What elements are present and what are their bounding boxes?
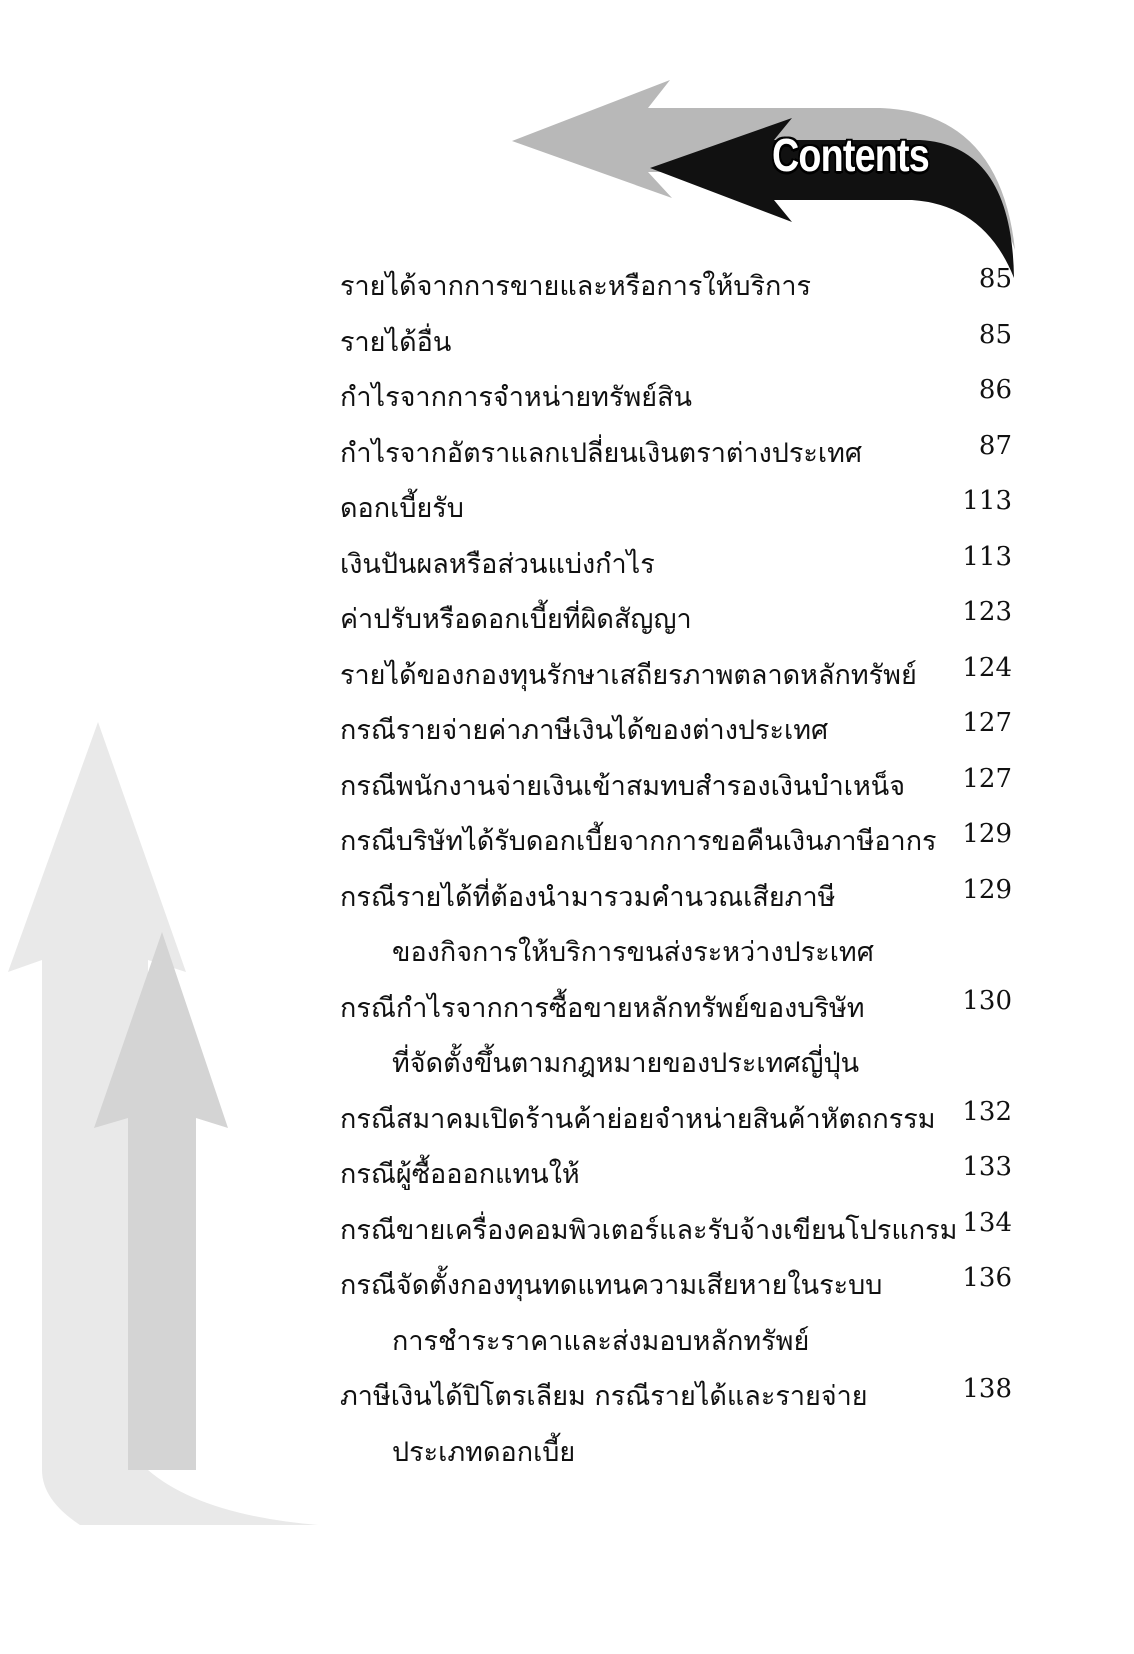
toc-entry[interactable] bbox=[340, 1208, 1012, 1264]
toc-entry[interactable] bbox=[340, 431, 1012, 487]
toc-entry-page: 85 bbox=[978, 264, 1012, 294]
toc-entry-page: 130 bbox=[962, 985, 1012, 1016]
toc-entry-page: 133 bbox=[962, 1152, 1012, 1182]
toc-entry[interactable] bbox=[340, 1374, 1012, 1430]
toc-entry[interactable] bbox=[340, 1152, 1012, 1208]
toc-entry-page: 129 bbox=[962, 819, 1012, 849]
toc-entry-page: 86 bbox=[978, 375, 1012, 405]
toc-entry-label: กรณีพนักงานจ่ายเงินเข้าสมทบสำรองเงินบำเหน็จ bbox=[340, 770, 906, 802]
toc-entry-label: กรณีจัดตั้งกองทุนทดแทนความเสียหายในระบบ bbox=[340, 1270, 883, 1301]
toc-entry[interactable] bbox=[340, 264, 1012, 320]
toc-entry-label: ดอกเบี้ยรับ bbox=[340, 493, 464, 524]
toc-entry-label: การชำระราคาและส่งมอบหลักทรัพย์ bbox=[392, 1325, 810, 1357]
toc-entry-page: 87 bbox=[978, 430, 1012, 461]
toc-entry[interactable] bbox=[340, 320, 1012, 376]
toc-entry[interactable] bbox=[340, 1097, 1012, 1153]
toc-entry-label: เงินปันผลหรือส่วนแบ่งกำไร bbox=[340, 548, 655, 580]
toc-entry[interactable] bbox=[340, 597, 1012, 653]
toc-entry[interactable] bbox=[340, 1263, 1012, 1319]
toc-entry-label: กรณีกำไรจากการซื้อขายหลักทรัพย์ของบริษัท bbox=[340, 992, 865, 1024]
table-of-contents bbox=[340, 264, 1012, 1485]
toc-entry-continuation bbox=[340, 1430, 1012, 1486]
toc-entry[interactable] bbox=[340, 653, 1012, 709]
toc-entry-page: 127 bbox=[962, 708, 1012, 738]
toc-entry-page: 134 bbox=[962, 1207, 1012, 1238]
toc-entry-page: 136 bbox=[962, 1263, 1012, 1293]
toc-entry[interactable] bbox=[340, 875, 1012, 931]
toc-entry[interactable] bbox=[340, 819, 1012, 875]
toc-entry[interactable] bbox=[340, 542, 1012, 598]
toc-entry-label: ภาษีเงินได้ปิโตรเลียม กรณีรายได้และรายจ่าย bbox=[340, 1381, 868, 1412]
toc-entry-label: ของกิจการให้บริการขนส่งระหว่างประเทศ bbox=[392, 937, 874, 968]
toc-entry-label: กรณีบริษัทได้รับดอกเบี้ยจากการขอคืนเงินภาษีอากร bbox=[340, 826, 937, 857]
toc-entry-label: กำไรจากอัตราแลกเปลี่ยนเงินตราต่างประเทศ bbox=[340, 437, 863, 469]
toc-entry-page: 124 bbox=[962, 652, 1012, 683]
toc-entry-label: ประเภทดอกเบี้ย bbox=[392, 1436, 576, 1468]
toc-entry-label: รายได้ของกองทุนรักษาเสถียรภาพตลาดหลักทรัพย์ bbox=[340, 659, 917, 691]
toc-entry-label: กรณีรายได้ที่ต้องนำมารวมคำนวณเสียภาษี bbox=[340, 881, 836, 913]
toc-entry[interactable] bbox=[340, 486, 1012, 542]
toc-entry-page: 138 bbox=[962, 1374, 1012, 1404]
toc-entry-label: รายได้อื่น bbox=[340, 326, 452, 358]
toc-entry-continuation bbox=[340, 930, 1012, 986]
toc-entry-label: กรณีผู้ซื้อออกแทนให้ bbox=[340, 1159, 580, 1190]
toc-entry-page: 113 bbox=[962, 486, 1012, 516]
toc-entry-page: 85 bbox=[978, 319, 1012, 350]
toc-entry[interactable] bbox=[340, 986, 1012, 1042]
toc-entry-page: 129 bbox=[962, 874, 1012, 905]
toc-entry-label: กรณีสมาคมเปิดร้านค้าย่อยจำหน่ายสินค้าหัตถกรรม bbox=[340, 1103, 936, 1135]
toc-entry-label: กรณีรายจ่ายค่าภาษีเงินได้ของต่างประเทศ bbox=[340, 715, 829, 746]
toc-entry-label: ค่าปรับหรือดอกเบี้ยที่ผิดสัญญา bbox=[340, 604, 692, 635]
toc-entry-label: ที่จัดตั้งขึ้นตามกฎหมายของประเทศญี่ปุ่น bbox=[392, 1048, 860, 1079]
toc-entry[interactable] bbox=[340, 708, 1012, 764]
toc-entry-page: 113 bbox=[962, 541, 1012, 572]
toc-entry[interactable] bbox=[340, 375, 1012, 431]
toc-entry-continuation bbox=[340, 1041, 1012, 1097]
toc-entry-label: กำไรจากการจำหน่ายทรัพย์สิน bbox=[340, 382, 693, 413]
toc-entry-label: รายได้จากการขายและหรือการให้บริการ bbox=[340, 271, 811, 302]
toc-entry-page: 132 bbox=[962, 1096, 1012, 1127]
toc-entry-label: กรณีขายเครื่องคอมพิวเตอร์และรับจ้างเขียนโปรแกรม bbox=[340, 1214, 958, 1246]
toc-entry-continuation bbox=[340, 1319, 1012, 1375]
toc-entry-page: 127 bbox=[962, 763, 1012, 794]
page-title: Contents bbox=[772, 129, 929, 181]
toc-entry[interactable] bbox=[340, 764, 1012, 820]
toc-entry-page: 123 bbox=[962, 597, 1012, 627]
